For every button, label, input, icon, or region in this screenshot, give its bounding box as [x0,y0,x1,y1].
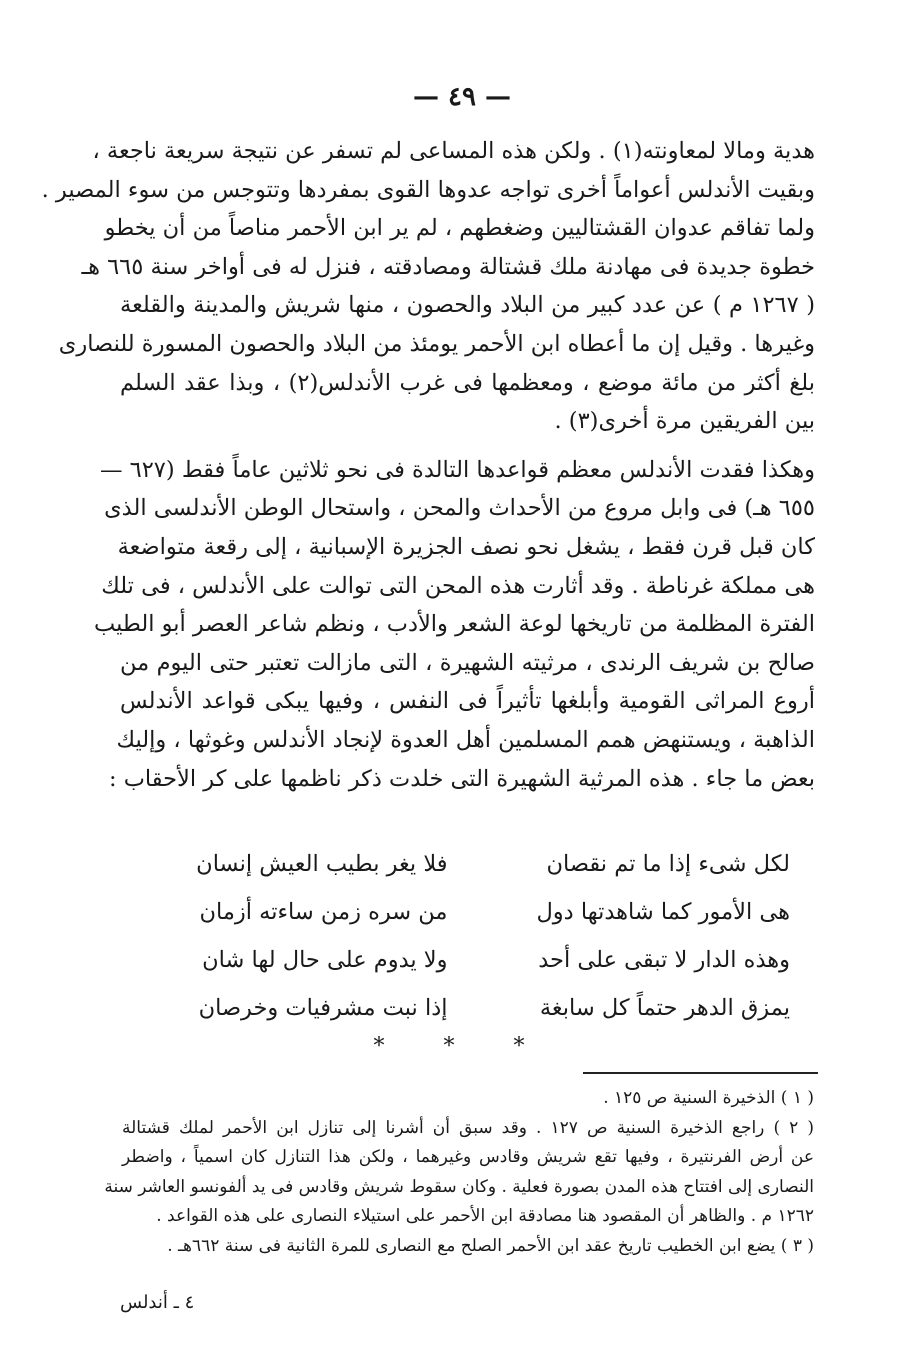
verse [150,888,790,936]
paragraph [58,209,815,441]
verse-second-hemistich: ولا يدوم على حال لها شان [202,947,448,973]
text-line: الفترة المظلمة من تاريخها لوعة الشعر والأدب ، ونظم شاعر العصر أبو الطيب [94,611,815,638]
poem [150,840,790,1032]
footnote-rule [583,1072,818,1074]
footnote-line: ( ١ ) الذخيرة السنية ص ١٢٥ . [603,1088,814,1108]
verse [150,840,790,888]
text-line: ( ١٢٦٧ م ) عن عدد كبير من البلاد والحصون ، منها شريش والمدينة والقلعة [120,292,815,319]
text-line: وغيرها . وقيل إن ما أعطاه ابن الأحمر يومئذ من البلاد والحصون المسورة للنصارى [58,330,815,357]
verse-first-hemistich: يمزق الدهر حتماً كل سابغة [539,995,790,1021]
verse-second-hemistich: فلا يغر بطيب العيش إنسان [196,851,448,877]
verse-first-hemistich: هى الأمور كما شاهدتها دول [536,899,790,925]
footnote [104,1114,814,1232]
section-separator: * * * [373,1034,551,1059]
text-line: كان قبل قرن فقط ، يشغل نحو نصف الجزيرة الإسبانية ، إلى رقعة متواضعة [117,533,815,560]
text-line: الذاهبة ، ويستنهض همم المسلمين أهل العدوة لإنجاد الأندلس وغوثها ، وإليك [116,726,815,753]
main-text [41,132,815,798]
footnote-line: النصارى إلى افتتاح هذه المدن بصورة فعلية . وكان سقوط شريش وقادس فى يد ألفونسو العاشر سنة [104,1176,814,1197]
text-line: هدية ومالا لمعاونته(١) . ولكن هذه المساعى لم تسفر عن نتيجة سريعة ناجعة ، [92,138,815,164]
text-line: صالح بن شريف الرندى ، مرثيته الشهيرة ، التى مازالت تعتبر حتى اليوم من [120,649,815,676]
text-line: ولما تفاقم عدوان القشتاليين وضغطهم ، لم ير ابن الأحمر مناصاً من أن يخطو [104,215,815,242]
footnote [122,1084,814,1114]
text-line: ٦٥٥ هـ) فى وابل مروع من الأحداث والمحن ، واستحال الوطن الأندلسى الذى [104,495,815,522]
footnote-line: عن أرض الفرنتيرة ، وفيها تقع شريش وقادس وغيرهما ، ولكن هذا التنازل كان اسمياً ، واضطر [122,1147,814,1167]
paragraph-gap [120,441,815,451]
text-line: هى مملكة غرناطة . وقد أثارت هذه المحن التى توالت على الأندلس ، فى تلك [101,572,815,599]
text-line: وهكذا فقدت الأندلس معظم قواعدها التالدة فى نحو ثلاثين عاماً فقط (٦٢٧ — [99,456,815,483]
signature-mark [120,1292,815,1313]
paragraph [41,132,815,209]
footnote-line: ١٢٦٢ م . والظاهر أن المقصود هنا مصادقة ابن الأحمر على استيلاء النصارى على هذه القواعد . [156,1206,814,1226]
page-number: — ٤٩ — [412,82,512,112]
footnote-line: ( ٣ ) يضع ابن الخطيب تاريخ عقد ابن الأحمر الصلح مع النصارى للمرة الثانية فى سنة ٦٦٢هـ . [167,1235,814,1256]
footnote-line: ( ٢ ) راجع الذخيرة السنية ص ١٢٧ . وقد سبق أن أشرنا إلى تنازل ابن الأحمر لملك قشتالة [122,1117,814,1138]
text-line: بين الفريقين مرة أخرى(٣) . [554,408,815,435]
text-line: أروع المراثى القومية وأبلغها تأثيراً فى النفس ، وفيها يبكى قواعد الأندلس [120,688,815,715]
verse-first-hemistich: لكل شىء إذا ما تم نقصان [546,851,790,877]
verse [150,984,790,1032]
text-line: خطوة جديدة فى مهادنة ملك قشتالة ومصادقته ، فنزل له فى أواخر سنة ٦٦٥ هـ [81,253,815,280]
verse-second-hemistich: إذا نبت مشرفيات وخرصان [198,995,448,1021]
footnote [122,1232,814,1262]
paragraph [94,451,815,798]
signature-text: ٤ ـ أندلس [120,1292,195,1313]
verse-first-hemistich: وهذه الدار لا تبقى على أحد [538,947,790,973]
footnotes [104,1084,814,1261]
text-line: بعض ما جاء . هذه المرثية الشهيرة التى خلدت ذكر ناظمها على كر الأحقاب : [108,765,815,792]
verse [150,936,790,984]
verse-second-hemistich: من سره زمن ساءته أزمان [199,899,448,925]
text-line: وبقيت الأندلس أعواماً أخرى تواجه عدوها القوى بمفردها وتتوجس من سوء المصير . [41,176,815,203]
text-line: بلغ أكثر من مائة موضع ، ومعظمها فى غرب الأندلس(٢) ، وبذا عقد السلم [120,369,815,396]
